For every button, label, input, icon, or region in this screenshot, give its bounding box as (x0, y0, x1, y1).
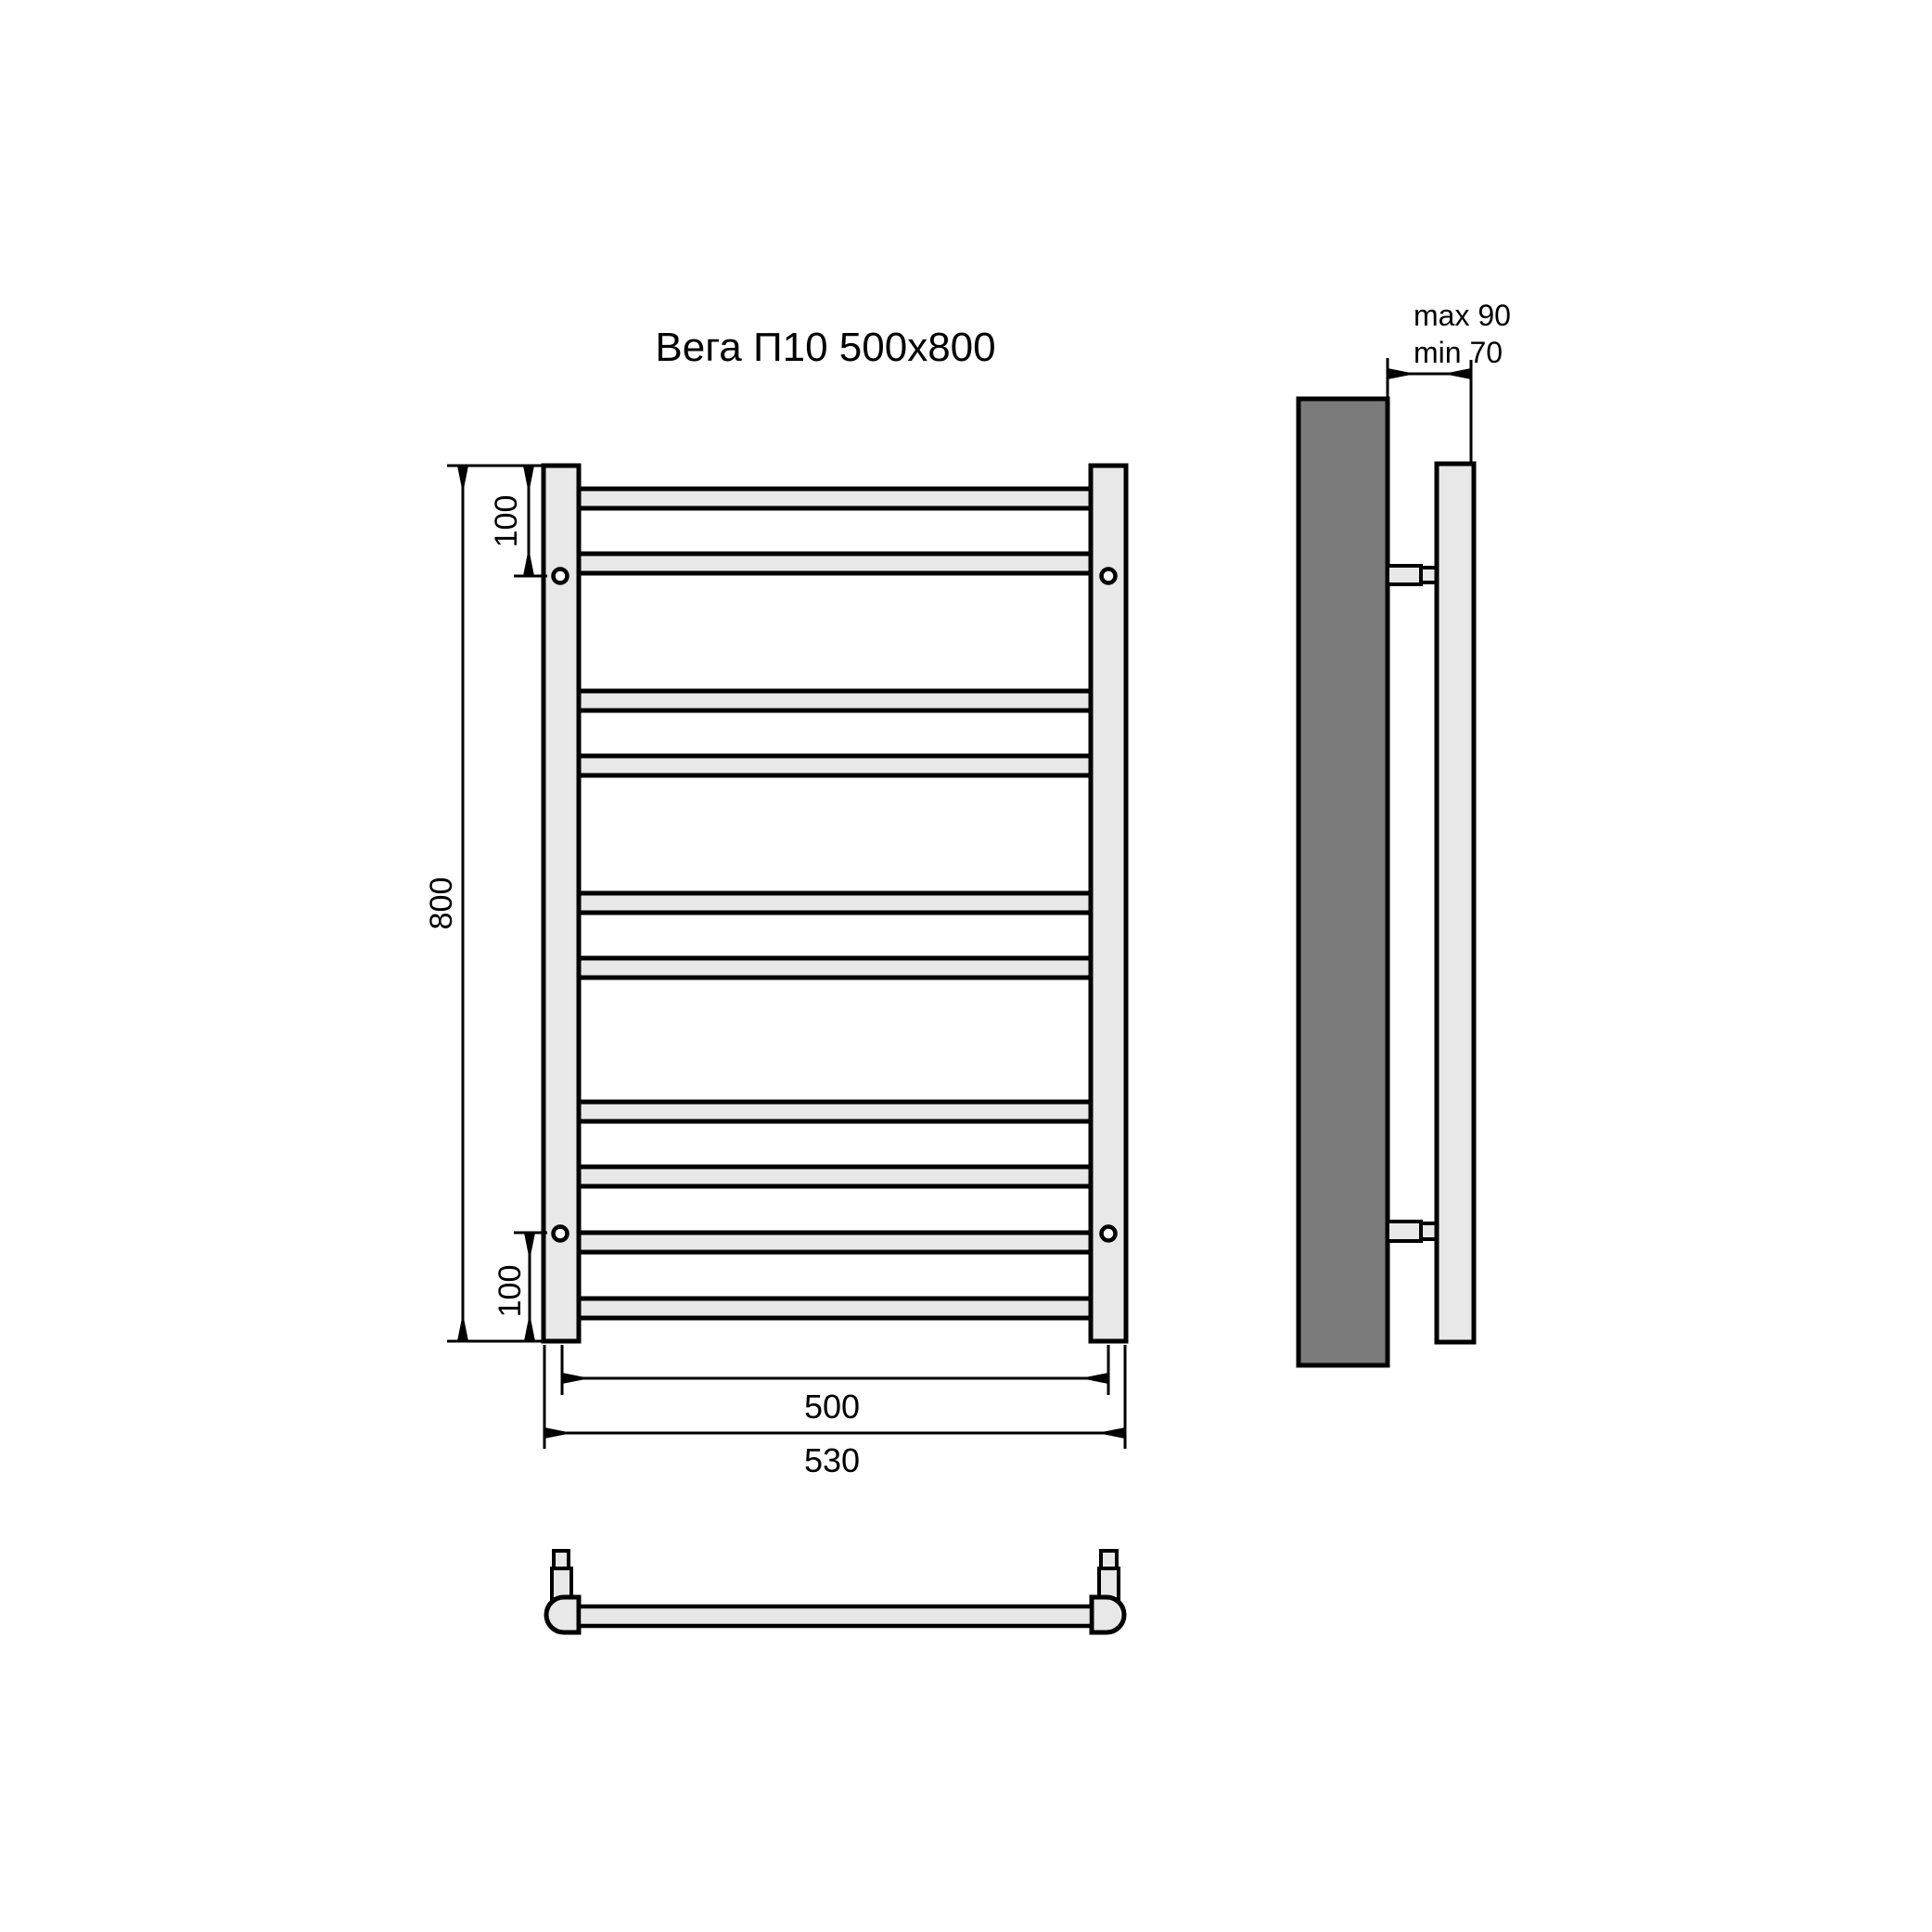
dim-label-max-90: max 90 (1414, 299, 1511, 332)
left-stub-base (552, 1568, 571, 1599)
rung-5 (579, 893, 1092, 913)
rung-6 (579, 958, 1092, 978)
dim-label-100-bottom: 100 (492, 1264, 528, 1318)
front-view (544, 466, 1126, 1341)
bottom-view (546, 1551, 1124, 1632)
mount-hole-top-left (554, 569, 568, 583)
rung-3 (579, 691, 1092, 710)
side-view (1299, 299, 1511, 1365)
bracket-bottom-tip (1421, 1223, 1437, 1239)
rung-2 (579, 554, 1092, 573)
side-view-dimensions (1388, 358, 1471, 464)
left-elbow-cap (546, 1597, 579, 1632)
right-elbow-cap (1092, 1597, 1124, 1632)
dim-label-min-70: min 70 (1414, 336, 1503, 369)
side-tube (1437, 464, 1474, 1342)
dim-label-500: 500 (803, 1388, 861, 1426)
bracket-bottom-base (1388, 1222, 1421, 1241)
rung-8 (579, 1167, 1092, 1186)
mount-hole-top-right (1102, 569, 1116, 583)
rung-10 (579, 1299, 1092, 1318)
wall (1299, 399, 1388, 1365)
rung-9 (579, 1233, 1092, 1252)
mount-hole-bottom-left (554, 1227, 568, 1241)
dim-label-530: 530 (803, 1441, 861, 1479)
rung-7 (579, 1102, 1092, 1121)
rungs (579, 489, 1092, 1318)
dim-label-100-top: 100 (488, 494, 524, 548)
dim-label-800: 800 (423, 876, 459, 930)
mount-hole-bottom-right (1102, 1227, 1116, 1241)
drawing-title: Вега П10 500x800 (655, 325, 996, 370)
right-post (1091, 466, 1126, 1341)
bracket-top-tip (1421, 568, 1437, 582)
bracket-top-base (1388, 566, 1421, 584)
left-post (544, 466, 579, 1341)
bottom-view-bar (579, 1606, 1092, 1626)
rung-4 (579, 756, 1092, 775)
right-stub-base (1099, 1568, 1119, 1599)
rung-1 (579, 489, 1092, 508)
